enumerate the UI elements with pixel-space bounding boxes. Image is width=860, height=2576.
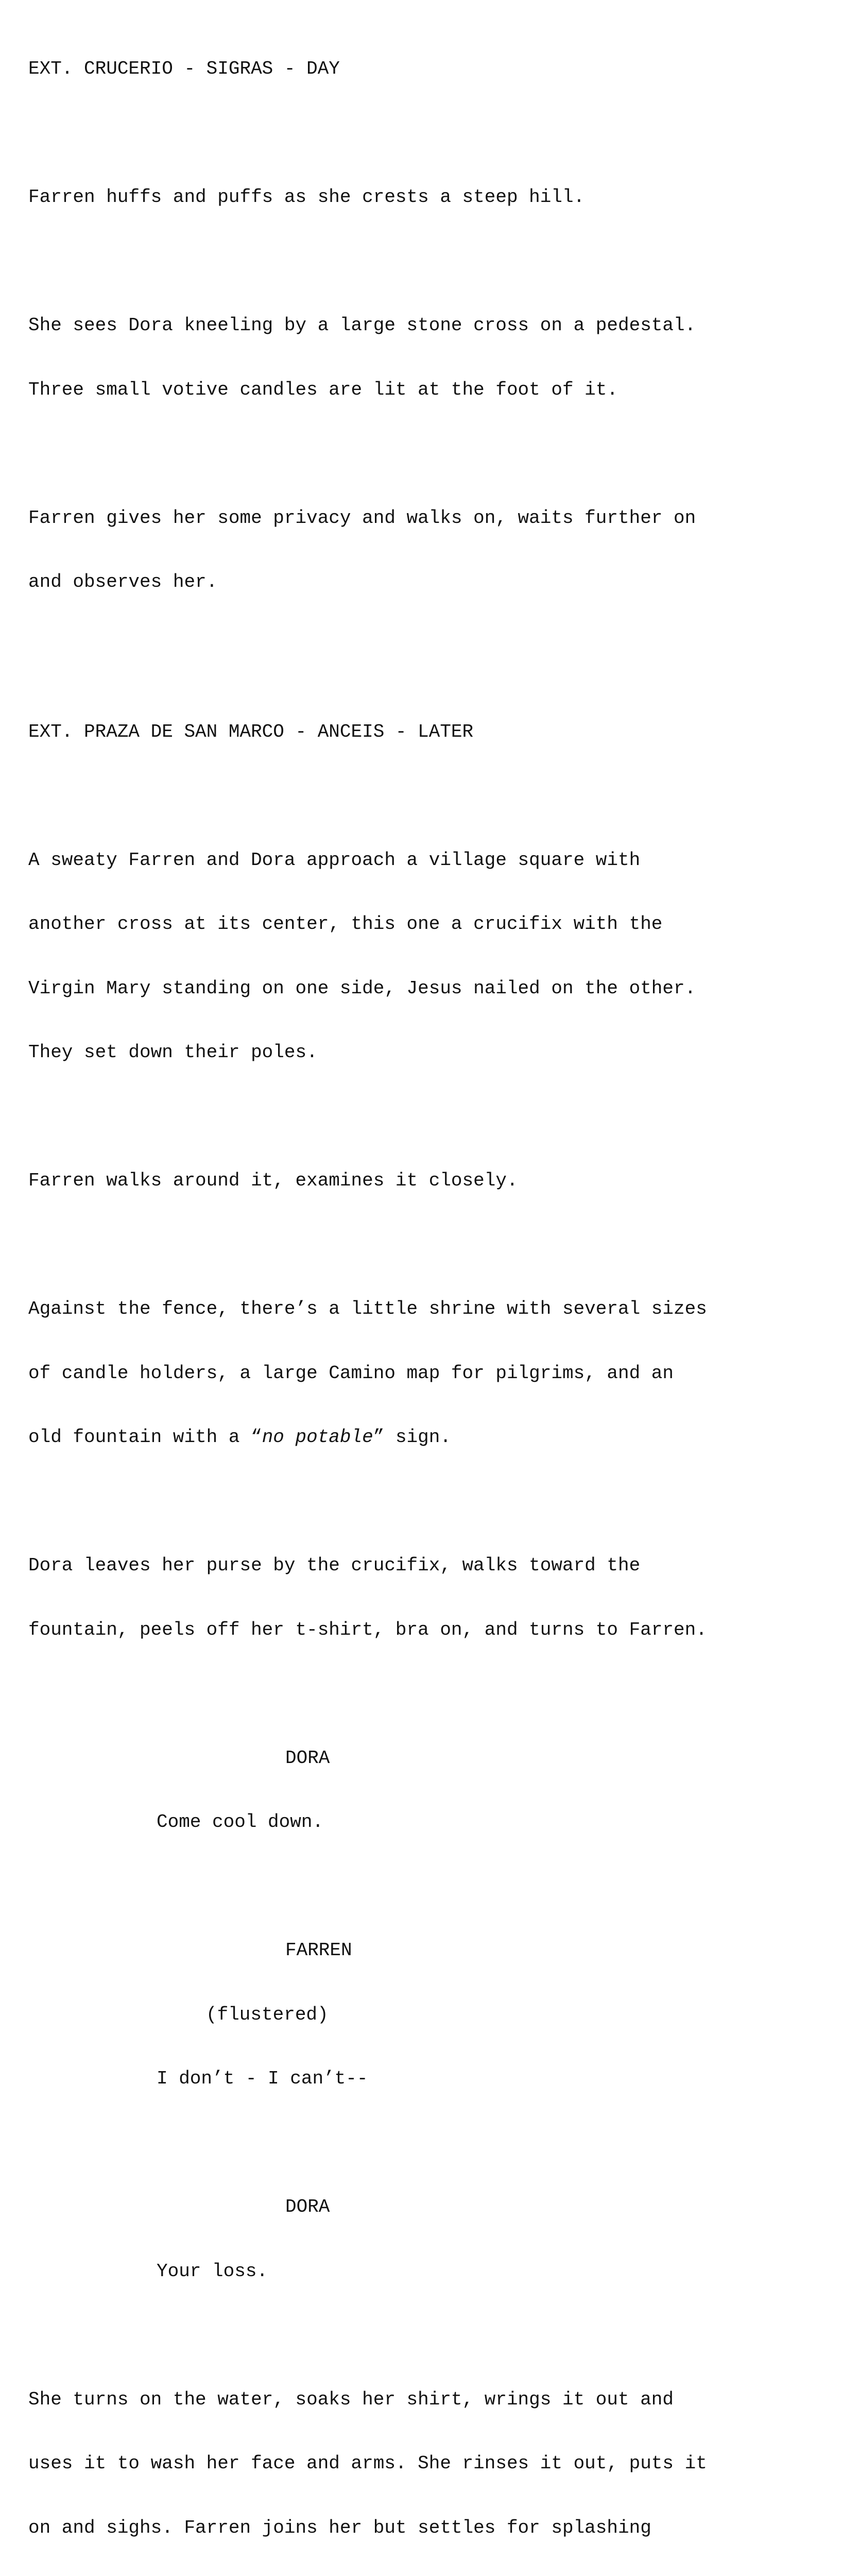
action-block bbox=[28, 2346, 842, 2576]
action-line: She sees Dora kneeling by a large stone cross on a pedestal. bbox=[28, 315, 842, 336]
action-line: of candle holders, a large Camino map for pilgrims, and an bbox=[28, 1363, 842, 1384]
character-name: DORA bbox=[285, 1748, 842, 1769]
dialogue-line: Your loss. bbox=[157, 2261, 842, 2282]
action-block bbox=[28, 465, 842, 636]
action-block bbox=[28, 1256, 842, 1491]
dialogue-line: Come cool down. bbox=[157, 1811, 842, 1833]
action-line: uses it to wash her face and arms. She rinses it out, puts it bbox=[28, 2453, 842, 2475]
italic-text: no potable bbox=[262, 1427, 373, 1448]
dialogue-block bbox=[28, 1897, 842, 2132]
dialogue-line: I don’t - I can’t-- bbox=[157, 2068, 842, 2090]
text-fragment: ” sign. bbox=[373, 1427, 451, 1448]
character-name: DORA bbox=[285, 2196, 842, 2218]
action-line-with-italic bbox=[28, 1427, 842, 1448]
action-line: Dora leaves her purse by the crucifix, walks toward the bbox=[28, 1555, 842, 1577]
parenthetical: (flustered) bbox=[206, 2004, 842, 2026]
dialogue-block bbox=[28, 1705, 842, 1876]
scene-heading-text: EXT. CRUCERIO - SIGRAS - DAY bbox=[28, 58, 842, 80]
action-line: She turns on the water, soaks her shirt, wrings it out and bbox=[28, 2389, 842, 2411]
action-line: Three small votive candles are lit at the foot of it. bbox=[28, 379, 842, 401]
action-block bbox=[28, 1512, 842, 1683]
action-line: They set down their poles. bbox=[28, 1042, 842, 1063]
action-line: A sweaty Farren and Dora approach a village square with bbox=[28, 850, 842, 871]
scene-heading bbox=[28, 679, 842, 786]
action-line: and observes her. bbox=[28, 571, 842, 593]
character-name: FARREN bbox=[285, 1940, 842, 1961]
text-fragment: old fountain with a “ bbox=[28, 1427, 262, 1448]
screenplay-page bbox=[28, 15, 842, 2576]
dialogue-block bbox=[28, 2154, 842, 2325]
action-line: Virgin Mary standing on one side, Jesus nailed on the other. bbox=[28, 978, 842, 999]
action-line: Farren huffs and puffs as she crests a steep hill. bbox=[28, 187, 842, 208]
action-line: Farren gives her some privacy and walks on, waits further on bbox=[28, 507, 842, 529]
action-line: on and sighs. Farren joins her but settles for splashing bbox=[28, 2517, 842, 2539]
action-block bbox=[28, 1127, 842, 1234]
action-line: Farren walks around it, examines it closely. bbox=[28, 1170, 842, 1192]
action-line: another cross at its center, this one a crucifix with the bbox=[28, 913, 842, 935]
action-line: fountain, peels off her t-shirt, bra on, and turns to Farren. bbox=[28, 1619, 842, 1641]
action-block bbox=[28, 807, 842, 1106]
scene-heading-text: EXT. PRAZA DE SAN MARCO - ANCEIS - LATER bbox=[28, 721, 842, 743]
scene-heading bbox=[28, 15, 842, 123]
action-block bbox=[28, 144, 842, 251]
action-block bbox=[28, 272, 842, 443]
action-line: Against the fence, there’s a little shrine with several sizes bbox=[28, 1298, 842, 1320]
